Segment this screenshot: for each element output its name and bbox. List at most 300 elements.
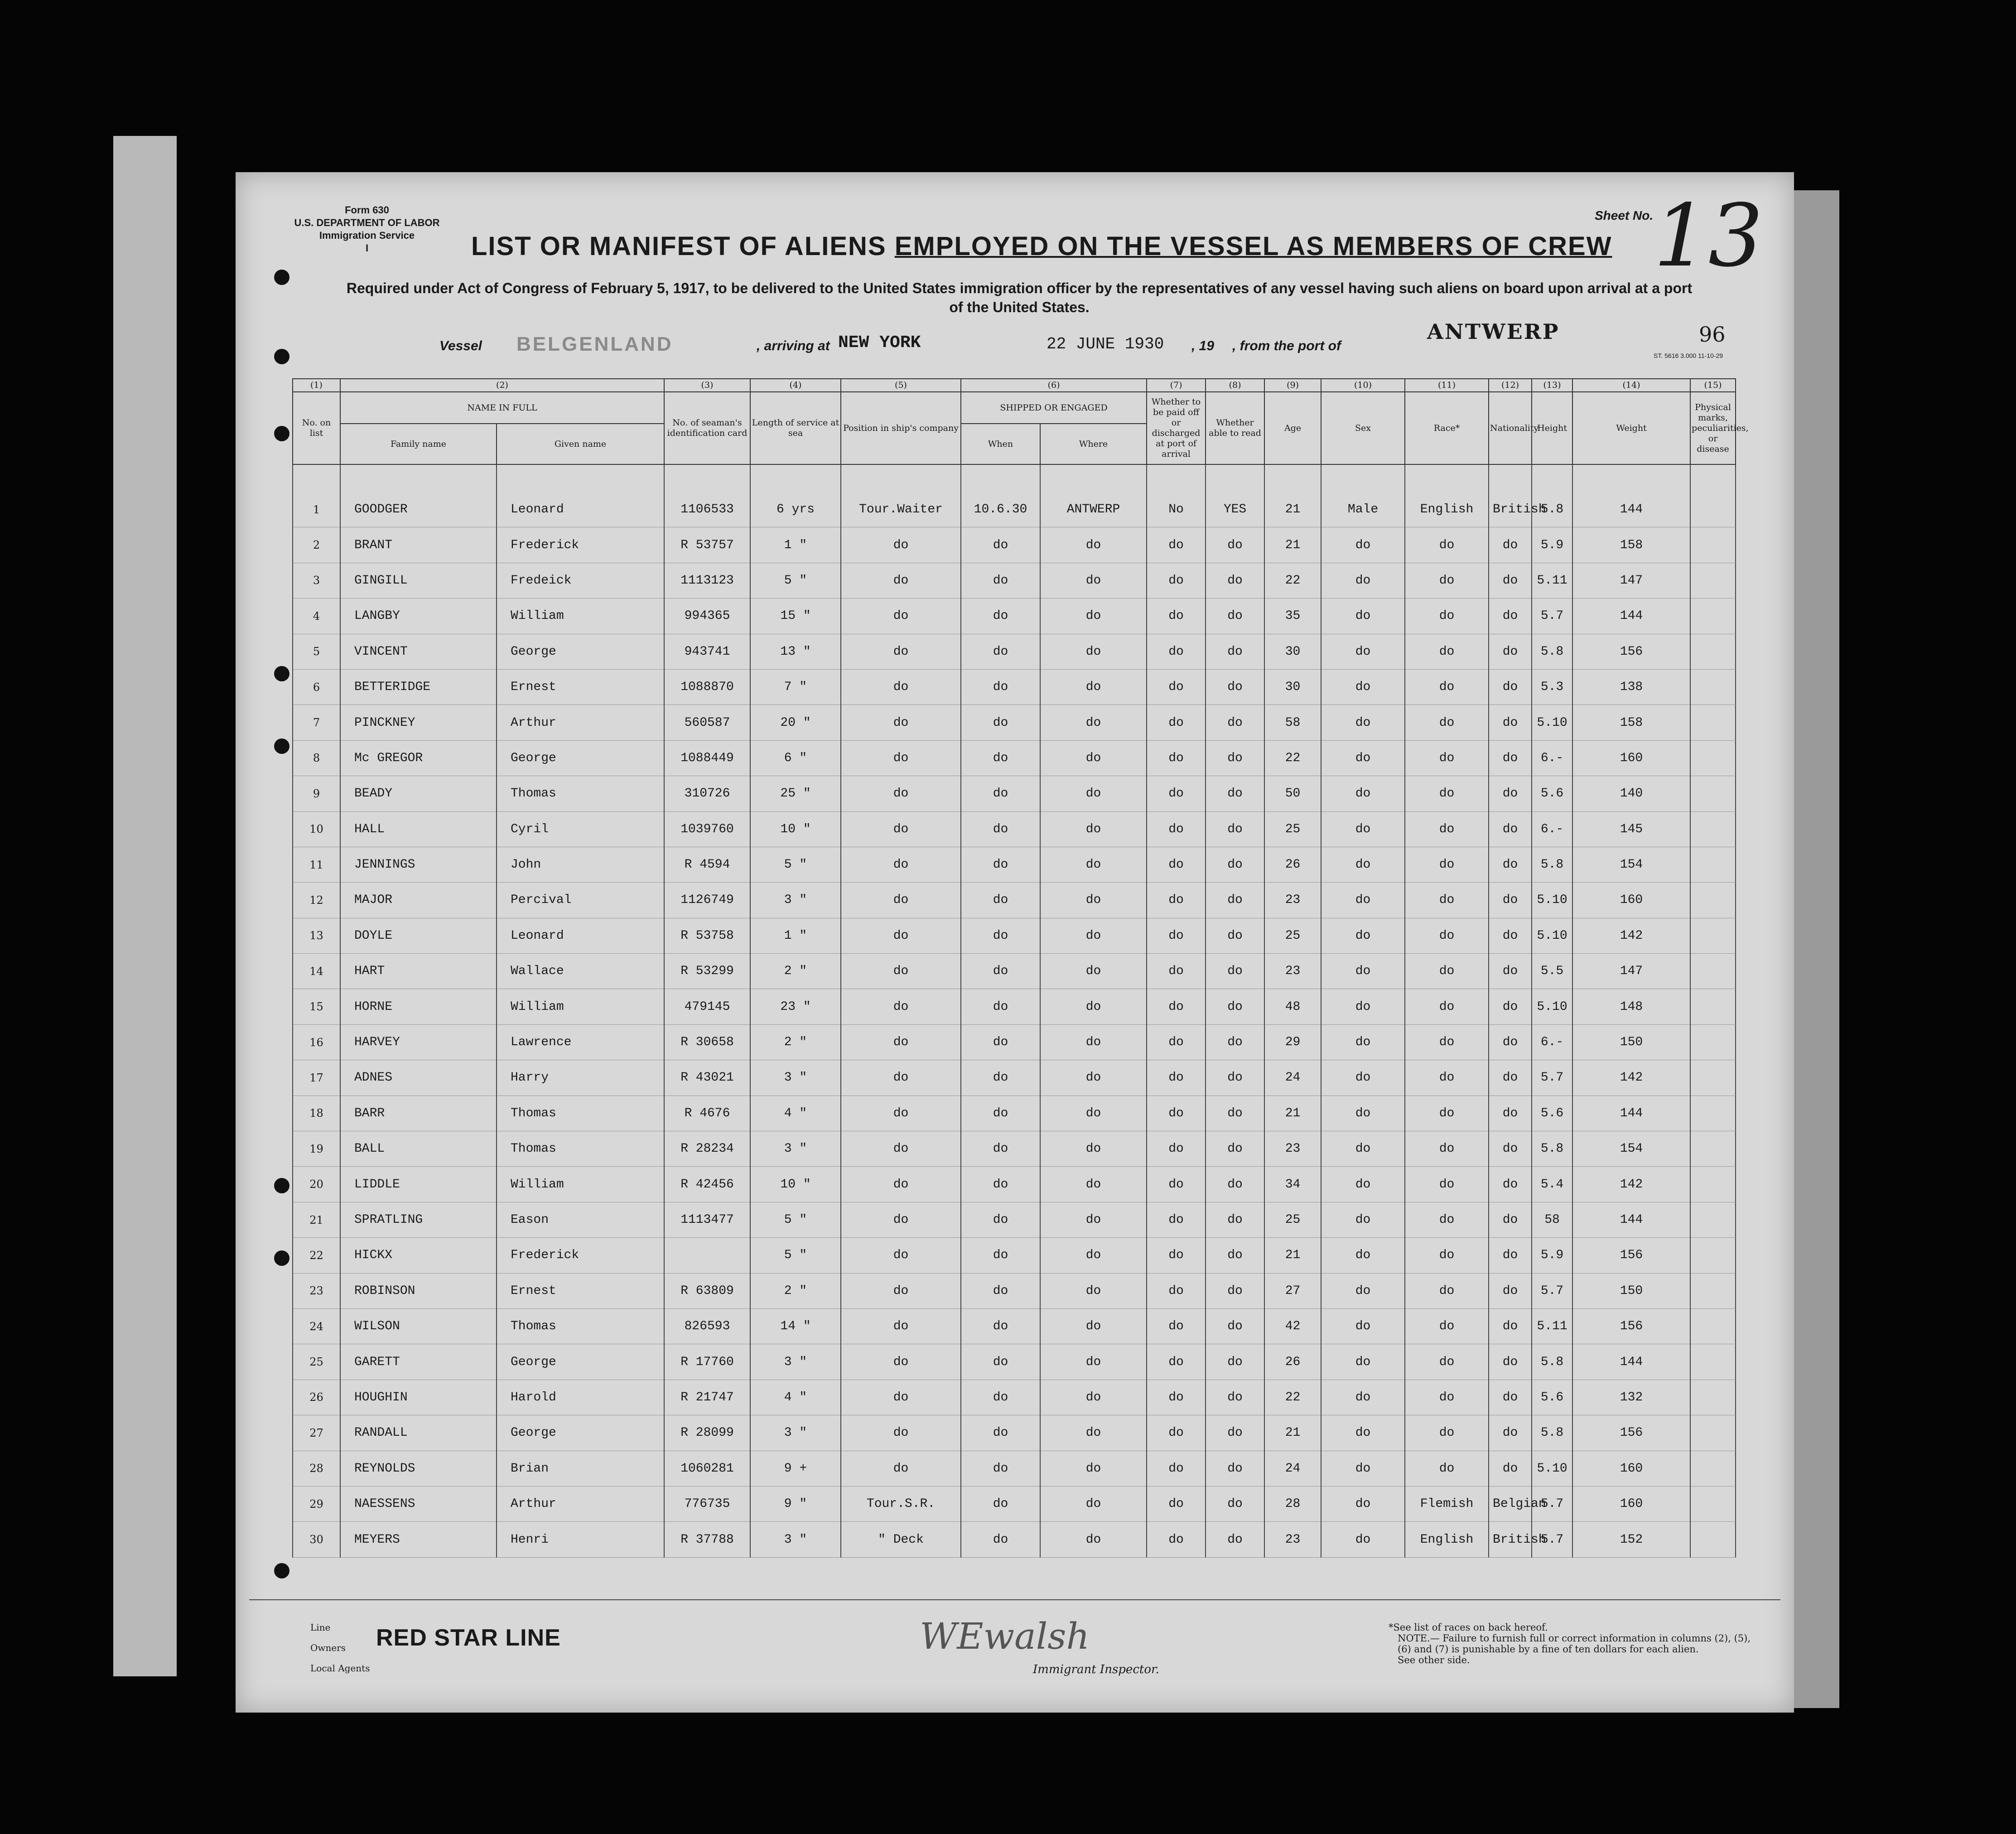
given-name-cell: Wallace xyxy=(497,954,664,989)
age-cell: 23 xyxy=(1264,1522,1321,1557)
row-number-cell: 26 xyxy=(293,1380,340,1415)
given-name-cell: Thomas xyxy=(497,1308,664,1344)
row-number-cell: 2 xyxy=(293,527,340,563)
header-name-in-full: NAME IN FULL xyxy=(340,392,664,424)
able-to-read-cell: do xyxy=(1206,669,1264,705)
position-cell: do xyxy=(841,954,961,989)
sex-cell: do xyxy=(1321,918,1405,953)
physical-marks-cell xyxy=(1690,989,1736,1024)
height-cell: 5.8 xyxy=(1532,1415,1572,1451)
nationality-cell: do xyxy=(1489,598,1532,634)
service-length-cell: 5 " xyxy=(750,1238,841,1273)
race-cell: do xyxy=(1405,598,1489,634)
position-cell: do xyxy=(841,1060,961,1096)
col-num-13: (13) xyxy=(1532,379,1572,392)
shipped-where-cell: do xyxy=(1040,563,1147,598)
family-name-cell: MEYERS xyxy=(340,1522,497,1557)
height-cell: 5.6 xyxy=(1532,1380,1572,1415)
height-cell: 5.10 xyxy=(1532,918,1572,953)
race-cell: do xyxy=(1405,1273,1489,1308)
given-name-cell: George xyxy=(497,740,664,776)
paid-off-cell: do xyxy=(1147,1096,1206,1131)
col-num-3: (3) xyxy=(664,379,750,392)
row-number-cell: 30 xyxy=(293,1522,340,1557)
table-row xyxy=(293,1238,1736,1273)
header-family-name: Family name xyxy=(340,424,497,464)
sex-cell: do xyxy=(1321,1131,1405,1167)
id-card-number-cell: 1106533 xyxy=(664,492,750,527)
shipped-when-cell: do xyxy=(961,1202,1040,1237)
shipped-when-cell: do xyxy=(961,1308,1040,1344)
physical-marks-cell xyxy=(1690,705,1736,740)
position-cell: do xyxy=(841,1131,961,1167)
race-cell: do xyxy=(1405,1380,1489,1415)
header-physical: Physical marks, peculiarities, or disease xyxy=(1690,392,1736,464)
header-paid-off: Whether to be paid off or discharged at port of arrival xyxy=(1147,392,1206,464)
shipped-when-cell: do xyxy=(961,1024,1040,1060)
weight-cell: 154 xyxy=(1572,1131,1690,1167)
paid-off-cell: do xyxy=(1147,1167,1206,1202)
physical-marks-cell xyxy=(1690,1131,1736,1167)
service-length-cell: 14 " xyxy=(750,1308,841,1344)
shipped-where-cell: do xyxy=(1040,669,1147,705)
family-name-cell: DOYLE xyxy=(340,918,497,953)
shipped-when-cell: do xyxy=(961,811,1040,847)
weight-cell: 144 xyxy=(1572,1202,1690,1237)
race-cell: do xyxy=(1405,1238,1489,1273)
service-length-cell: 9 " xyxy=(750,1486,841,1521)
family-name-cell: LIDDLE xyxy=(340,1167,497,1202)
weight-cell: 132 xyxy=(1572,1380,1690,1415)
row-number-cell: 4 xyxy=(293,598,340,634)
shipped-where-cell: do xyxy=(1040,1238,1147,1273)
row-number-cell: 19 xyxy=(293,1131,340,1167)
given-name-cell: William xyxy=(497,598,664,634)
able-to-read-cell: do xyxy=(1206,1380,1264,1415)
shipped-when-cell: do xyxy=(961,1344,1040,1380)
header-race: Race* xyxy=(1405,392,1489,464)
inspector-label: Immigrant Inspector. xyxy=(1033,1663,1159,1676)
race-cell: do xyxy=(1405,1096,1489,1131)
nationality-cell: do xyxy=(1489,1096,1532,1131)
weight-cell: 158 xyxy=(1572,527,1690,563)
able-to-read-cell: do xyxy=(1206,1167,1264,1202)
service-length-cell: 3 " xyxy=(750,1415,841,1451)
given-name-cell: Arthur xyxy=(497,1486,664,1521)
able-to-read-cell: do xyxy=(1206,1522,1264,1557)
title-part-1: LIST OR MANIFEST OF ALIENS xyxy=(471,232,895,261)
paid-off-cell: do xyxy=(1147,1060,1206,1096)
race-cell: do xyxy=(1405,1167,1489,1202)
able-to-read-cell: do xyxy=(1206,1238,1264,1273)
service-length-cell: 25 " xyxy=(750,776,841,811)
table-row xyxy=(293,1308,1736,1344)
paid-off-cell: do xyxy=(1147,1131,1206,1167)
race-cell: do xyxy=(1405,1202,1489,1237)
race-cell: do xyxy=(1405,776,1489,811)
id-card-number-cell: 560587 xyxy=(664,705,750,740)
age-cell: 58 xyxy=(1264,705,1321,740)
given-name-cell: Thomas xyxy=(497,1096,664,1131)
id-card-number-cell: R 17760 xyxy=(664,1344,750,1380)
footer-notes xyxy=(1389,1622,1760,1665)
department-name: U.S. DEPARTMENT OF LABOR xyxy=(294,217,440,228)
service-length-cell: 20 " xyxy=(750,705,841,740)
arriving-port: NEW YORK xyxy=(838,333,921,352)
shipped-when-cell: do xyxy=(961,847,1040,882)
id-card-number-cell: R 30658 xyxy=(664,1024,750,1060)
race-cell: do xyxy=(1405,527,1489,563)
weight-cell: 154 xyxy=(1572,847,1690,882)
id-card-number-cell: 1060281 xyxy=(664,1451,750,1486)
physical-marks-cell xyxy=(1690,1344,1736,1380)
given-name-cell: William xyxy=(497,1167,664,1202)
vessel-info-row xyxy=(236,319,1794,360)
paid-off-cell: do xyxy=(1147,776,1206,811)
row-number-cell: 10 xyxy=(293,811,340,847)
row-number-cell: 15 xyxy=(293,989,340,1024)
age-cell: 24 xyxy=(1264,1451,1321,1486)
nationality-cell: do xyxy=(1489,1238,1532,1273)
id-card-number-cell: R 21747 xyxy=(664,1380,750,1415)
shipped-when-cell: do xyxy=(961,1380,1040,1415)
nationality-cell: do xyxy=(1489,1167,1532,1202)
given-name-cell: George xyxy=(497,1344,664,1380)
age-cell: 25 xyxy=(1264,918,1321,953)
shipped-where-cell: do xyxy=(1040,1096,1147,1131)
paid-off-cell: do xyxy=(1147,598,1206,634)
weight-cell: 160 xyxy=(1572,883,1690,918)
able-to-read-cell: do xyxy=(1206,776,1264,811)
family-name-cell: GOODGER xyxy=(340,492,497,527)
height-cell: 6.- xyxy=(1532,740,1572,776)
height-cell: 5.7 xyxy=(1532,1522,1572,1557)
id-card-number-cell: 310726 xyxy=(664,776,750,811)
nationality-cell: do xyxy=(1489,883,1532,918)
race-cell: do xyxy=(1405,811,1489,847)
given-name-cell: Thomas xyxy=(497,776,664,811)
paid-off-cell: do xyxy=(1147,1344,1206,1380)
given-name-cell: Brian xyxy=(497,1451,664,1486)
age-cell: 21 xyxy=(1264,1096,1321,1131)
sex-cell: Male xyxy=(1321,492,1405,527)
able-to-read-cell: do xyxy=(1206,740,1264,776)
nationality-cell: do xyxy=(1489,563,1532,598)
service-length-cell: 4 " xyxy=(750,1096,841,1131)
height-cell: 5.7 xyxy=(1532,1060,1572,1096)
weight-cell: 160 xyxy=(1572,1486,1690,1521)
shipped-when-cell: do xyxy=(961,1238,1040,1273)
position-cell: do xyxy=(841,883,961,918)
able-to-read-cell: do xyxy=(1206,1486,1264,1521)
line-label: Line xyxy=(310,1622,331,1633)
given-name-cell: Frederick xyxy=(497,1238,664,1273)
family-name-cell: Mc GREGOR xyxy=(340,740,497,776)
position-cell: do xyxy=(841,847,961,882)
row-number-cell: 12 xyxy=(293,883,340,918)
table-row xyxy=(293,1451,1736,1486)
document-title xyxy=(471,231,1612,261)
weight-cell: 138 xyxy=(1572,669,1690,705)
age-cell: 24 xyxy=(1264,1060,1321,1096)
race-cell: do xyxy=(1405,740,1489,776)
id-card-number-cell: R 28099 xyxy=(664,1415,750,1451)
shipped-where-cell: do xyxy=(1040,527,1147,563)
service-length-cell: 5 " xyxy=(750,1202,841,1237)
col-num-15: (15) xyxy=(1690,379,1736,392)
weight-cell: 144 xyxy=(1572,492,1690,527)
height-cell: 6.- xyxy=(1532,811,1572,847)
service-length-cell: 3 " xyxy=(750,1131,841,1167)
sex-cell: do xyxy=(1321,776,1405,811)
position-cell: do xyxy=(841,1202,961,1237)
id-card-number-cell: R 53758 xyxy=(664,918,750,953)
given-name-cell: Ernest xyxy=(497,669,664,705)
paid-off-cell: do xyxy=(1147,883,1206,918)
shipped-where-cell: do xyxy=(1040,1202,1147,1237)
height-cell: 5.8 xyxy=(1532,1131,1572,1167)
able-to-read-cell: do xyxy=(1206,847,1264,882)
header-no-on-list: No. on list xyxy=(293,392,340,464)
able-to-read-cell: do xyxy=(1206,705,1264,740)
shipped-when-cell: do xyxy=(961,1415,1040,1451)
underlying-page-right xyxy=(1789,190,1839,1708)
id-card-number-cell xyxy=(664,1238,750,1273)
shipped-where-cell: do xyxy=(1040,776,1147,811)
able-to-read-cell: do xyxy=(1206,954,1264,989)
manifest-body xyxy=(293,464,1736,1557)
row-number-cell: 29 xyxy=(293,1486,340,1521)
physical-marks-cell xyxy=(1690,918,1736,953)
able-to-read-cell: YES xyxy=(1206,492,1264,527)
sex-cell: do xyxy=(1321,634,1405,669)
inspector-signature: WEwalsh xyxy=(920,1615,1090,1657)
weight-cell: 156 xyxy=(1572,634,1690,669)
weight-cell: 144 xyxy=(1572,598,1690,634)
service-length-cell: 10 " xyxy=(750,1167,841,1202)
race-cell: do xyxy=(1405,1131,1489,1167)
able-to-read-cell: do xyxy=(1206,527,1264,563)
position-cell: do xyxy=(841,776,961,811)
family-name-cell: BRANT xyxy=(340,527,497,563)
nationality-cell: do xyxy=(1489,1273,1532,1308)
table-row xyxy=(293,1415,1736,1451)
sex-cell: do xyxy=(1321,527,1405,563)
header-sex: Sex xyxy=(1321,392,1405,464)
service-length-cell: 3 " xyxy=(750,1060,841,1096)
table-row xyxy=(293,1486,1736,1521)
family-name-cell: BARR xyxy=(340,1096,497,1131)
row-number-cell: 5 xyxy=(293,634,340,669)
shipped-when-cell: do xyxy=(961,1451,1040,1486)
family-name-cell: BEADY xyxy=(340,776,497,811)
shipped-where-cell: do xyxy=(1040,1273,1147,1308)
sex-cell: do xyxy=(1321,1344,1405,1380)
given-name-cell: George xyxy=(497,1415,664,1451)
id-card-number-cell: R 37788 xyxy=(664,1522,750,1557)
nationality-cell: Belgian xyxy=(1489,1486,1532,1521)
id-card-number-cell: R 43021 xyxy=(664,1060,750,1096)
age-cell: 23 xyxy=(1264,883,1321,918)
arriving-label: , arriving at xyxy=(757,338,830,353)
id-card-number-cell: R 53299 xyxy=(664,954,750,989)
id-card-number-cell: 776735 xyxy=(664,1486,750,1521)
race-cell: do xyxy=(1405,563,1489,598)
col-num-6: (6) xyxy=(961,379,1147,392)
row-number-cell: 27 xyxy=(293,1415,340,1451)
position-cell: do xyxy=(841,1415,961,1451)
shipped-where-cell: do xyxy=(1040,1522,1147,1557)
height-cell: 5.9 xyxy=(1532,527,1572,563)
shipped-where-cell: do xyxy=(1040,740,1147,776)
position-cell: do xyxy=(841,1380,961,1415)
position-cell: do xyxy=(841,1308,961,1344)
service-length-cell: 9 + xyxy=(750,1451,841,1486)
punch-hole xyxy=(274,666,289,681)
family-name-cell: GARETT xyxy=(340,1344,497,1380)
nationality-cell: do xyxy=(1489,811,1532,847)
height-cell: 5.8 xyxy=(1532,1344,1572,1380)
shipped-where-cell: do xyxy=(1040,811,1147,847)
height-cell: 5.8 xyxy=(1532,634,1572,669)
sex-cell: do xyxy=(1321,883,1405,918)
row-number-cell: 3 xyxy=(293,563,340,598)
table-row xyxy=(293,1344,1736,1380)
id-card-number-cell: 994365 xyxy=(664,598,750,634)
age-cell: 21 xyxy=(1264,492,1321,527)
table-row xyxy=(293,1202,1736,1237)
race-cell: English xyxy=(1405,492,1489,527)
position-cell: do xyxy=(841,740,961,776)
sex-cell: do xyxy=(1321,1273,1405,1308)
able-to-read-cell: do xyxy=(1206,1096,1264,1131)
race-cell: do xyxy=(1405,1060,1489,1096)
race-cell: do xyxy=(1405,1451,1489,1486)
paid-off-cell: do xyxy=(1147,1202,1206,1237)
row-number-cell: 6 xyxy=(293,669,340,705)
sex-cell: do xyxy=(1321,1202,1405,1237)
height-cell: 5.10 xyxy=(1532,1451,1572,1486)
given-name-cell: John xyxy=(497,847,664,882)
height-cell: 5.11 xyxy=(1532,563,1572,598)
age-cell: 26 xyxy=(1264,847,1321,882)
table-row xyxy=(293,1060,1736,1096)
header-where: Where xyxy=(1040,424,1147,464)
weight-cell: 144 xyxy=(1572,1096,1690,1131)
service-length-cell: 3 " xyxy=(750,1522,841,1557)
shipped-where-cell: do xyxy=(1040,1167,1147,1202)
service-length-cell: 2 " xyxy=(750,954,841,989)
sex-cell: do xyxy=(1321,1451,1405,1486)
footer-divider xyxy=(249,1599,1780,1600)
fine-note: NOTE.— Failure to furnish full or correct information in columns (2), (5), (6) and (7) is punishable by a fine of ten dollars for each alien. xyxy=(1398,1633,1751,1655)
physical-marks-cell xyxy=(1690,1486,1736,1521)
shipped-when-cell: do xyxy=(961,1060,1040,1096)
age-cell: 30 xyxy=(1264,669,1321,705)
shipped-where-cell: do xyxy=(1040,989,1147,1024)
given-name-cell: Fredeick xyxy=(497,563,664,598)
able-to-read-cell: do xyxy=(1206,811,1264,847)
paid-off-cell: do xyxy=(1147,1380,1206,1415)
family-name-cell: HICKX xyxy=(340,1238,497,1273)
family-name-cell: SPRATLING xyxy=(340,1202,497,1237)
age-cell: 21 xyxy=(1264,1415,1321,1451)
race-cell: Flemish xyxy=(1405,1486,1489,1521)
family-name-cell: LANGBY xyxy=(340,598,497,634)
shipped-where-cell: do xyxy=(1040,1024,1147,1060)
given-name-cell: Lawrence xyxy=(497,1024,664,1060)
punch-hole xyxy=(274,738,289,754)
family-name-cell: VINCENT xyxy=(340,634,497,669)
row-number-cell: 20 xyxy=(293,1167,340,1202)
height-cell: 5.6 xyxy=(1532,776,1572,811)
height-cell: 5.10 xyxy=(1532,705,1572,740)
paid-off-cell: do xyxy=(1147,1308,1206,1344)
nationality-cell: do xyxy=(1489,1415,1532,1451)
shipped-where-cell: ANTWERP xyxy=(1040,492,1147,527)
family-name-cell: HOUGHIN xyxy=(340,1380,497,1415)
height-cell: 5.7 xyxy=(1532,1273,1572,1308)
table-spacer-row xyxy=(293,464,1736,492)
height-cell: 5.8 xyxy=(1532,492,1572,527)
punch-hole xyxy=(274,270,289,285)
physical-marks-cell xyxy=(1690,1202,1736,1237)
service-length-cell: 1 " xyxy=(750,527,841,563)
position-cell: do xyxy=(841,1451,961,1486)
family-name-cell: ROBINSON xyxy=(340,1273,497,1308)
race-cell: English xyxy=(1405,1522,1489,1557)
sex-cell: do xyxy=(1321,1060,1405,1096)
height-cell: 5.3 xyxy=(1532,669,1572,705)
height-cell: 5.7 xyxy=(1532,598,1572,634)
id-card-number-cell: R 4594 xyxy=(664,847,750,882)
position-cell: do xyxy=(841,634,961,669)
age-cell: 25 xyxy=(1264,1202,1321,1237)
weight-cell: 160 xyxy=(1572,740,1690,776)
sex-cell: do xyxy=(1321,1380,1405,1415)
shipped-where-cell: do xyxy=(1040,1131,1147,1167)
paid-off-cell: do xyxy=(1147,1451,1206,1486)
table-row xyxy=(293,989,1736,1024)
able-to-read-cell: do xyxy=(1206,563,1264,598)
physical-marks-cell xyxy=(1690,527,1736,563)
family-name-cell: BETTERIDGE xyxy=(340,669,497,705)
row-number-cell: 17 xyxy=(293,1060,340,1096)
able-to-read-cell: do xyxy=(1206,1344,1264,1380)
paid-off-cell: do xyxy=(1147,705,1206,740)
shipped-when-cell: do xyxy=(961,1096,1040,1131)
shipped-where-cell: do xyxy=(1040,705,1147,740)
punch-hole xyxy=(274,1178,289,1193)
row-number-cell: 14 xyxy=(293,954,340,989)
local-agents-label: Local Agents xyxy=(310,1663,370,1674)
col-num-14: (14) xyxy=(1572,379,1690,392)
header-nationality: Nationality xyxy=(1489,392,1532,464)
height-cell: 5.10 xyxy=(1532,883,1572,918)
age-cell: 34 xyxy=(1264,1167,1321,1202)
age-cell: 50 xyxy=(1264,776,1321,811)
print-code: ST. 5616 3.000 11-10-29 xyxy=(1654,352,1723,359)
service-length-cell: 7 " xyxy=(750,669,841,705)
able-to-read-cell: do xyxy=(1206,634,1264,669)
age-cell: 22 xyxy=(1264,740,1321,776)
sex-cell: do xyxy=(1321,1308,1405,1344)
table-row xyxy=(293,776,1736,811)
age-cell: 22 xyxy=(1264,1380,1321,1415)
table-row xyxy=(293,492,1736,527)
physical-marks-cell xyxy=(1690,1308,1736,1344)
weight-cell: 140 xyxy=(1572,776,1690,811)
